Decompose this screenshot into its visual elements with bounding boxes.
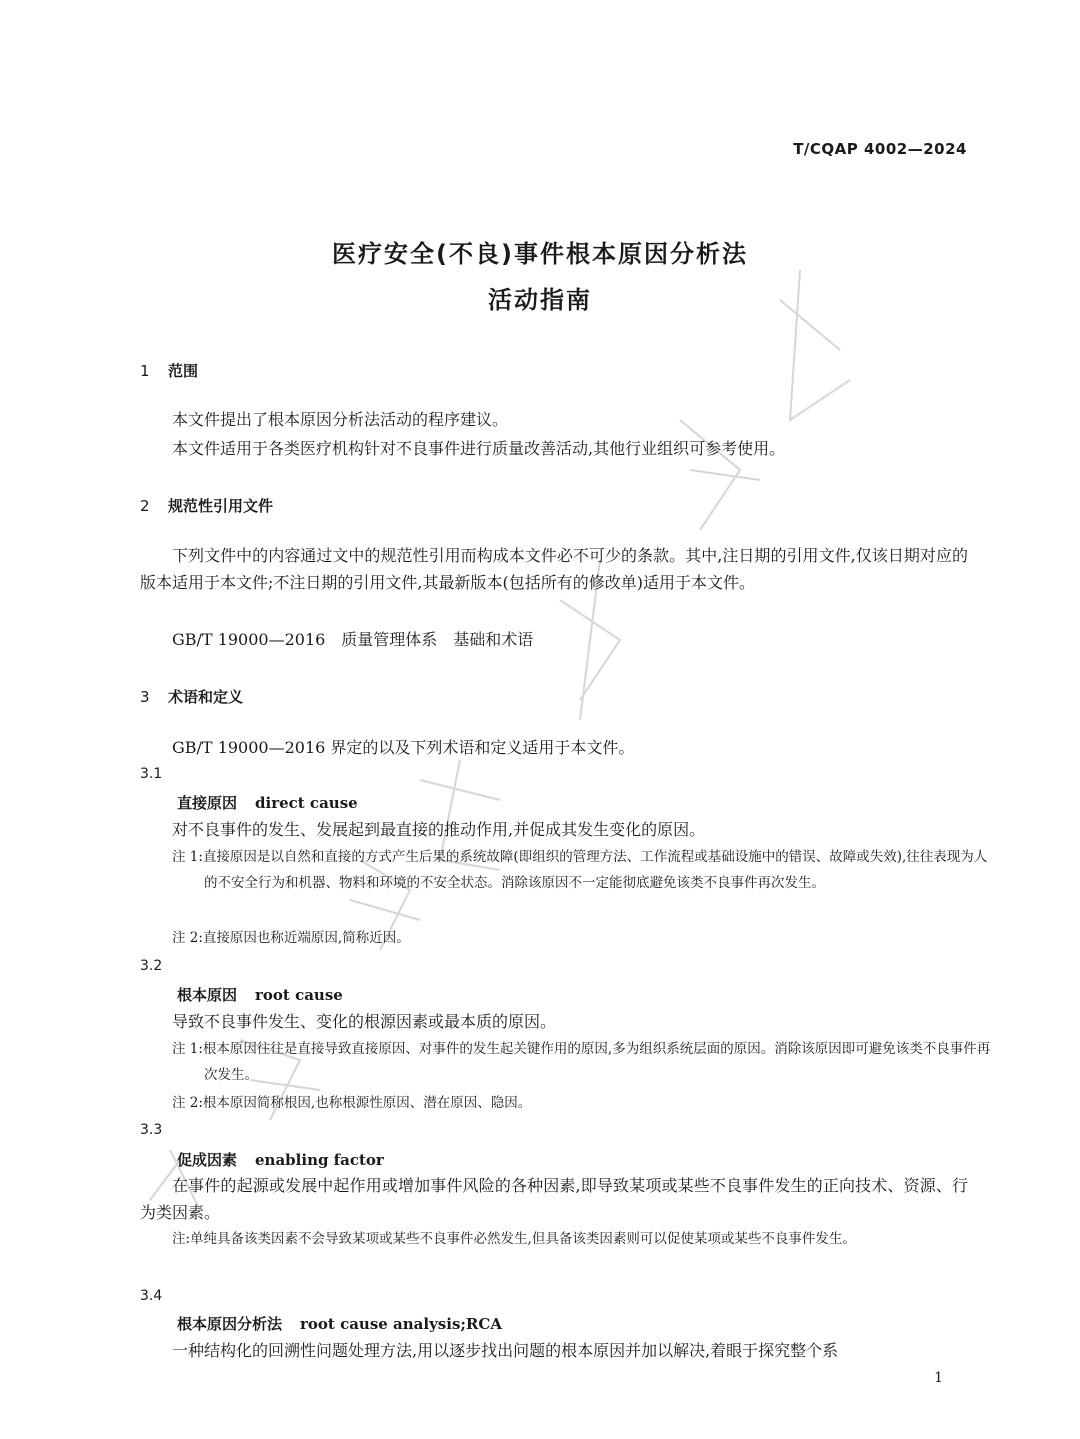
page-number: 1 bbox=[934, 1370, 943, 1386]
term-note: 注 1:根本原因往往是直接导致直接原因、对事件的发生起关键作用的原因,多为组织系统层面的原因。消除该原因即可避免该类不良事件再次发生。 bbox=[172, 1041, 991, 1083]
section-1-heading bbox=[140, 360, 198, 381]
term-zh: 直接原因 bbox=[177, 794, 238, 812]
term-zh: 根本原因 bbox=[177, 986, 238, 1004]
section-1-paragraph-1: 本文件提出了根本原因分析法活动的程序建议。 bbox=[172, 410, 509, 429]
term-definition: 一种结构化的回溯性问题处理方法,用以逐步找出问题的根本原因并加以解决,着眼于探究整个系 bbox=[172, 1341, 839, 1360]
term-heading bbox=[177, 1313, 502, 1334]
section-title: 范围 bbox=[168, 362, 199, 380]
section-2-heading bbox=[140, 495, 273, 516]
term-zh: 促成因素 bbox=[177, 1151, 238, 1169]
section-3-heading bbox=[140, 686, 243, 707]
term-heading bbox=[177, 1149, 384, 1170]
document-title-line2: 活动指南 bbox=[488, 286, 592, 314]
term-zh: 根本原因分析法 bbox=[177, 1315, 283, 1333]
document-title-line1: 医疗安全(不良)事件根本原因分析法 bbox=[332, 240, 748, 268]
section-number: 1 bbox=[140, 362, 150, 380]
section-title: 术语和定义 bbox=[168, 688, 244, 706]
term-definition: 对不良事件的发生、发展起到最直接的推动作用,并促成其发生变化的原因。 bbox=[172, 820, 706, 839]
term-note: 注 1:直接原因是以自然和直接的方式产生后果的系统故障(即组织的管理方法、工作流程或基础设施中的错误、故障或失效),往往表现为人的不安全行为和机器、物料和环境的不安全状态。消除该原因不一定能彻底避免该类不良事件再次发生。 bbox=[172, 849, 988, 891]
section-number: 2 bbox=[140, 497, 150, 515]
term-heading bbox=[177, 984, 343, 1005]
term-note: 注 2:直接原因也称近端原因,简称近因。 bbox=[172, 930, 410, 946]
section-title: 规范性引用文件 bbox=[168, 497, 274, 515]
term-definition: 导致不良事件发生、变化的根源因素或最本质的原因。 bbox=[172, 1012, 557, 1031]
term-number: 3.1 bbox=[140, 766, 163, 782]
section-2-paragraph: 下列文件中的内容通过文中的规范性引用而构成本文件必不可少的条款。其中,注日期的引用文件,仅该日期对应的版本适用于本文件;不注日期的引用文件,其最新版本(包括所有的修改单)适用于本文件。 bbox=[140, 546, 968, 592]
normative-reference: GB/T 19000—2016 质量管理体系 基础和术语 bbox=[172, 630, 534, 649]
term-en: enabling factor bbox=[255, 1151, 384, 1169]
section-3-paragraph: GB/T 19000—2016 界定的以及下列术语和定义适用于本文件。 bbox=[172, 738, 635, 757]
term-number: 3.2 bbox=[140, 958, 163, 974]
section-number: 3 bbox=[140, 688, 150, 706]
term-en: root cause analysis;RCA bbox=[300, 1315, 502, 1333]
standard-code: T/CQAP 4002—2024 bbox=[793, 140, 967, 158]
term-en: root cause bbox=[255, 986, 343, 1004]
term-heading bbox=[177, 792, 358, 813]
term-definition: 在事件的起源或发展中起作用或增加事件风险的各种因素,即导致某项或某些不良事件发生的正向技术、资源、行为类因素。 bbox=[140, 1176, 968, 1222]
term-number: 3.4 bbox=[140, 1288, 163, 1304]
term-en: direct cause bbox=[255, 794, 358, 812]
term-note: 注:单纯具备该类因素不会导致某项或某些不良事件必然发生,但具备该类因素则可以促使某项或某些不良事件发生。 bbox=[172, 1231, 856, 1247]
term-number: 3.3 bbox=[140, 1122, 163, 1138]
section-1-paragraph-2: 本文件适用于各类医疗机构针对不良事件进行质量改善活动,其他行业组织可参考使用。 bbox=[172, 439, 786, 458]
term-note: 注 2:根本原因简称根因,也称根源性原因、潜在原因、隐因。 bbox=[172, 1095, 532, 1111]
